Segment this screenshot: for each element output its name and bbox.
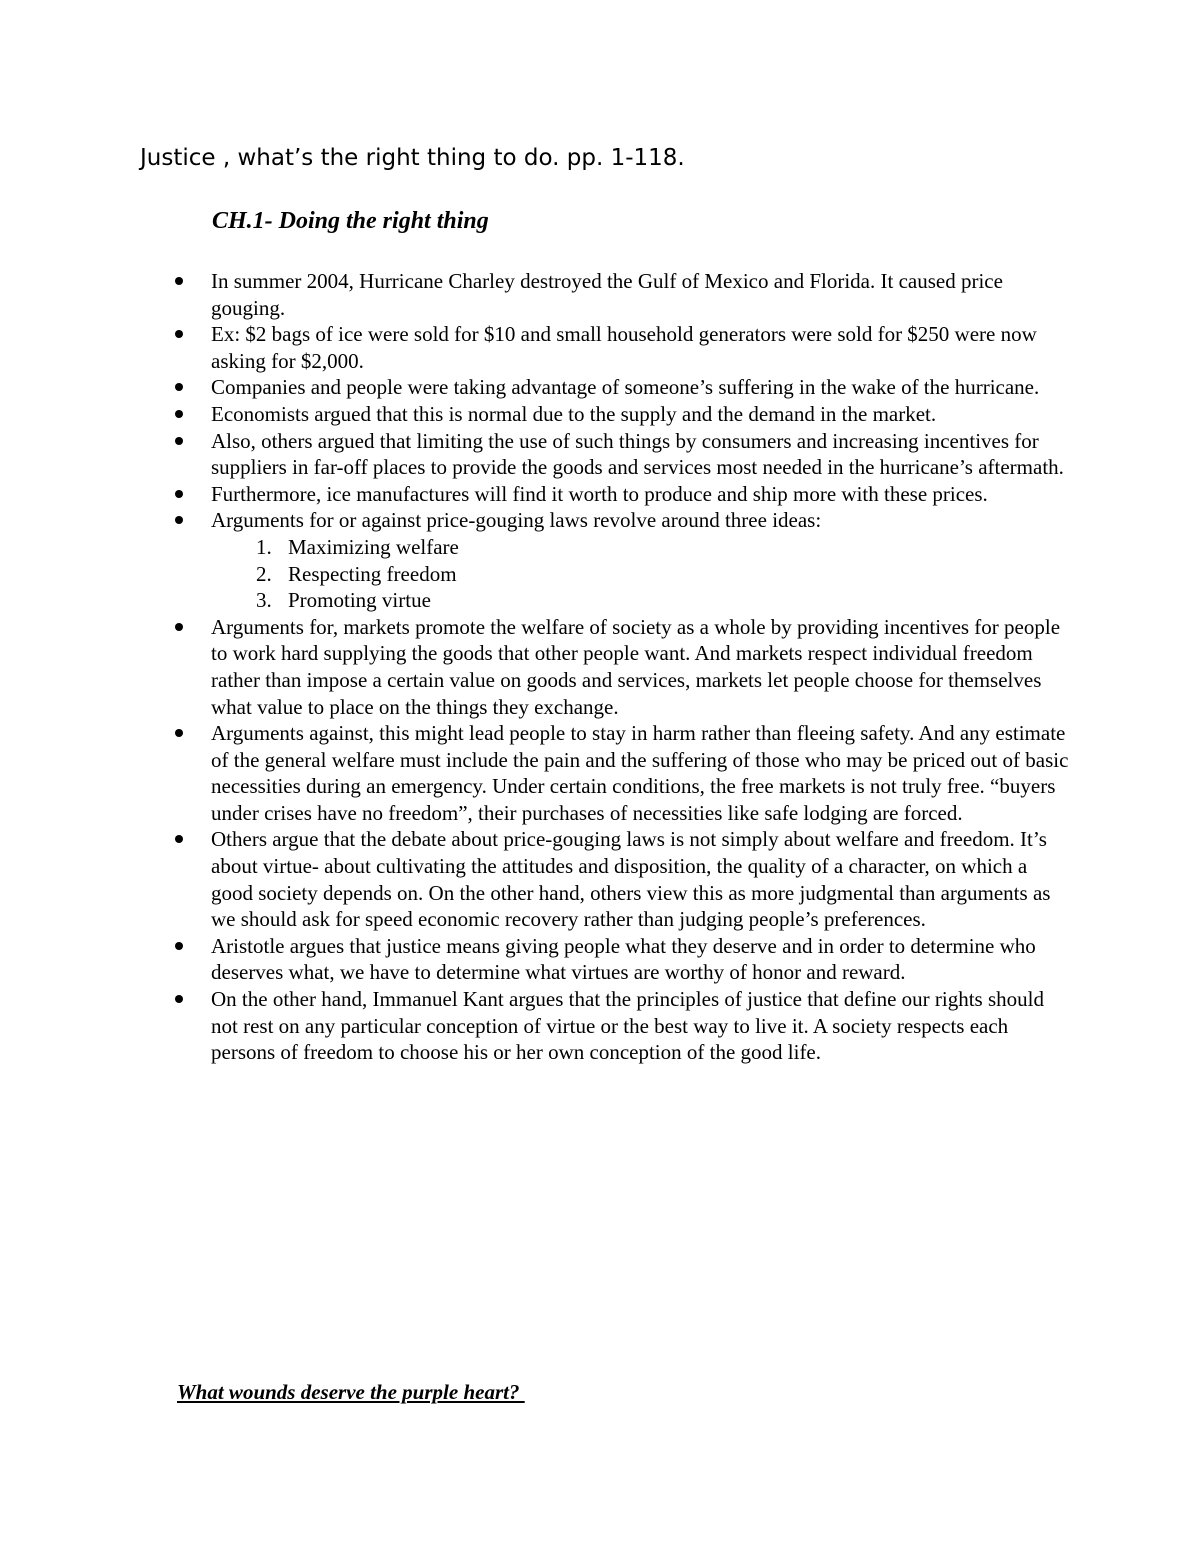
bullet-icon <box>175 277 183 285</box>
chapter-title: CH.1- Doing the right thing <box>212 208 489 234</box>
list-item-text: In summer 2004, Hurricane Charley destroyed the Gulf of Mexico and Florida. It caused price gouging. <box>211 269 1003 320</box>
bullet-icon <box>175 942 183 950</box>
bullet-icon <box>175 623 183 631</box>
list-item-text: Arguments for, markets promote the welfare of society as a whole by providing incentives for people to work hard supplying the goods that other people want. And markets respect individual freedom rather than impose a certain value on goods and services, markets let people choose for themselves what value to place on the things they exchange. <box>211 614 1061 719</box>
bullet-icon <box>175 437 183 445</box>
list-item <box>170 933 1070 986</box>
list-item <box>170 986 1070 1066</box>
idea-number: 1. <box>256 534 272 559</box>
list-item <box>170 428 1070 481</box>
list-item <box>170 614 1070 720</box>
idea-number: 2. <box>256 561 272 586</box>
list-item-text: Aristotle argues that justice means giving people what they deserve and in order to determine who deserves what, we have to determine what virtues are worthy of honor and reward. <box>211 933 1036 985</box>
list-item-text: Arguments for or against price-gouging laws revolve around three ideas: <box>211 508 822 533</box>
list-item <box>170 481 1070 508</box>
list-item-text: Arguments against, this might lead people to stay in harm rather than fleeing safety. And any estimate of the general welfare must include the pain and the suffering of those who may be priced out of basic necessities during an emergency. Under certain conditions, the free markets is not truly free. “buyers under crises have no freedom”, their purchases of necessities like safe lodging are forced. <box>211 721 1069 825</box>
bullet-icon <box>175 490 183 498</box>
idea-text: Maximizing welfare <box>288 534 459 559</box>
ideas-list <box>211 534 1070 614</box>
idea-item <box>256 561 1070 588</box>
bullet-icon <box>175 410 183 418</box>
idea-item <box>256 587 1070 614</box>
list-item-text: Also, others argued that limiting the use of such things by consumers and increasing incentives for suppliers in far-off places to provide the goods and services most needed in the hurricane’s aftermath. <box>211 428 1064 480</box>
bullet-icon <box>175 516 183 524</box>
list-item <box>170 826 1070 932</box>
idea-number: 3. <box>256 588 272 613</box>
list-item-text: Economists argued that this is normal due to the supply and the demand in the market. <box>211 401 937 426</box>
bullet-icon <box>175 835 183 843</box>
list-item-text: On the other hand, Immanuel Kant argues that the principles of justice that define our rights should not rest on any particular conception of virtue or the best way to live it. A society respects each persons of freedom to choose his or her own conception of the good life. <box>211 987 1044 1065</box>
idea-text: Respecting freedom <box>288 561 457 586</box>
list-item <box>170 507 1070 613</box>
bullet-icon <box>175 995 183 1003</box>
idea-text: Promoting virtue <box>288 588 431 613</box>
bullet-list <box>170 268 1070 1066</box>
bullet-icon <box>175 729 183 737</box>
list-item <box>170 268 1070 321</box>
list-item-text: Others argue that the debate about price-gouging laws is not simply about welfare and freedom. It’s about virtue- about cultivating the attitudes and disposition, the quality of a character, on which a good society depends on. On the other hand, others view this as more judgmental than arguments as we should ask for speed economic recovery rather than judging people’s preferences. <box>211 827 1051 932</box>
bullet-icon <box>175 383 183 391</box>
list-item-text: Ex: $2 bags of ice were sold for $10 and small household generators were sold for $250 were now asking for $2,000. <box>211 322 1037 373</box>
list-item <box>170 374 1070 401</box>
list-item <box>170 401 1070 428</box>
list-item <box>170 321 1070 374</box>
idea-item <box>256 534 1070 561</box>
list-item <box>170 720 1070 826</box>
section-heading: What wounds deserve the purple heart? <box>177 1380 525 1404</box>
list-item-text: Furthermore, ice manufactures will find it worth to produce and ship more with these prices. <box>211 481 988 506</box>
list-item-text: Companies and people were taking advantage of someone’s suffering in the wake of the hurricane. <box>211 375 1040 400</box>
bullet-icon <box>175 330 183 338</box>
document-title: Justice , what’s the right thing to do. pp. 1-118. <box>140 145 685 171</box>
